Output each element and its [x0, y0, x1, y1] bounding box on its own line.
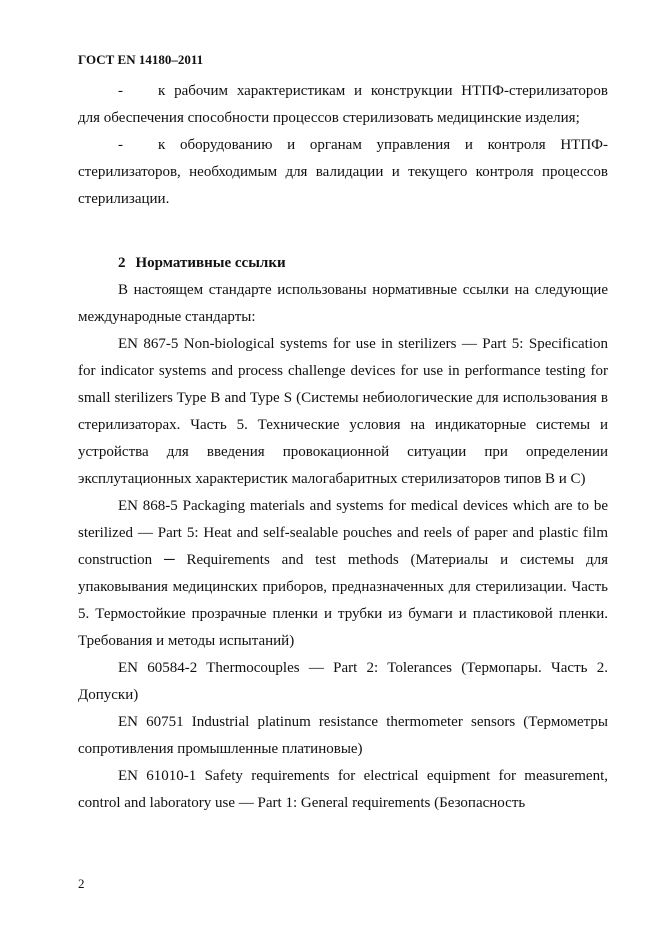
reference-entry: EN 60584-2 Thermocouples — Part 2: Tolerances (Термопары. Часть 2. Допуски) — [78, 660, 608, 703]
list-dash: - — [118, 137, 123, 153]
reference-entry: EN 867-5 Non-biological systems for use in sterilizers — Part 5: Specification for indicator systems and process challenge devices for use in performance testing for small sterilizers Type B and Type S (Системы небиологические для использования в стерилизаторах. Часть 5. Технические условия на индикаторные системы и устройства для введения провокационной ситуации при определении эксплутационных характеристик малогабаритных стерилизаторов типов B и C) — [78, 336, 608, 487]
page-content — [78, 78, 608, 817]
intro-list-item — [78, 132, 608, 213]
reference-entry: EN 60751 Industrial platinum resistance thermometer sensors (Термометры сопротивления промышленные платиновые) — [78, 714, 608, 757]
doc-header: ГОСТ EN 14180–2011 — [78, 52, 204, 67]
section-lead: В настоящем стандарте использованы нормативные ссылки на следующие международные стандарты: — [78, 282, 608, 325]
intro-item-text: к рабочим характеристикам и конструкции НТПФ-стерилизаторов для обеспечения способности процессов стерилизовать медицинские изделия; — [78, 83, 608, 126]
list-dash: - — [118, 83, 123, 99]
reference-entry: EN 868-5 Packaging materials and systems for medical devices which are to be sterilized — Part 5: Heat and self-sealable pouches and reels of paper and plastic film construction ─ Requirements and test methods (Материалы и системы для упаковывания медицинских приборов, предназначенных для стерилизации. Часть 5. Термостойкие прозрачные пленки и трубки из бумаги и пластиковой пленки. Требования и методы испытаний) — [78, 498, 608, 649]
page-number: 2 — [78, 876, 85, 891]
section-number: 2 — [118, 255, 126, 271]
section-title: Нормативные ссылки — [135, 255, 286, 271]
intro-list-item — [78, 78, 608, 132]
reference-entry: EN 61010-1 Safety requirements for electrical equipment for measurement, control and laboratory use — Part 1: General requirements (Безопасность — [78, 768, 608, 811]
intro-item-text: к оборудованию и органам управления и контроля НТПФ-стерилизаторов, необходимым для валидации и текущего контроля процессов стерилизации. — [78, 137, 608, 207]
section-heading — [78, 250, 608, 277]
